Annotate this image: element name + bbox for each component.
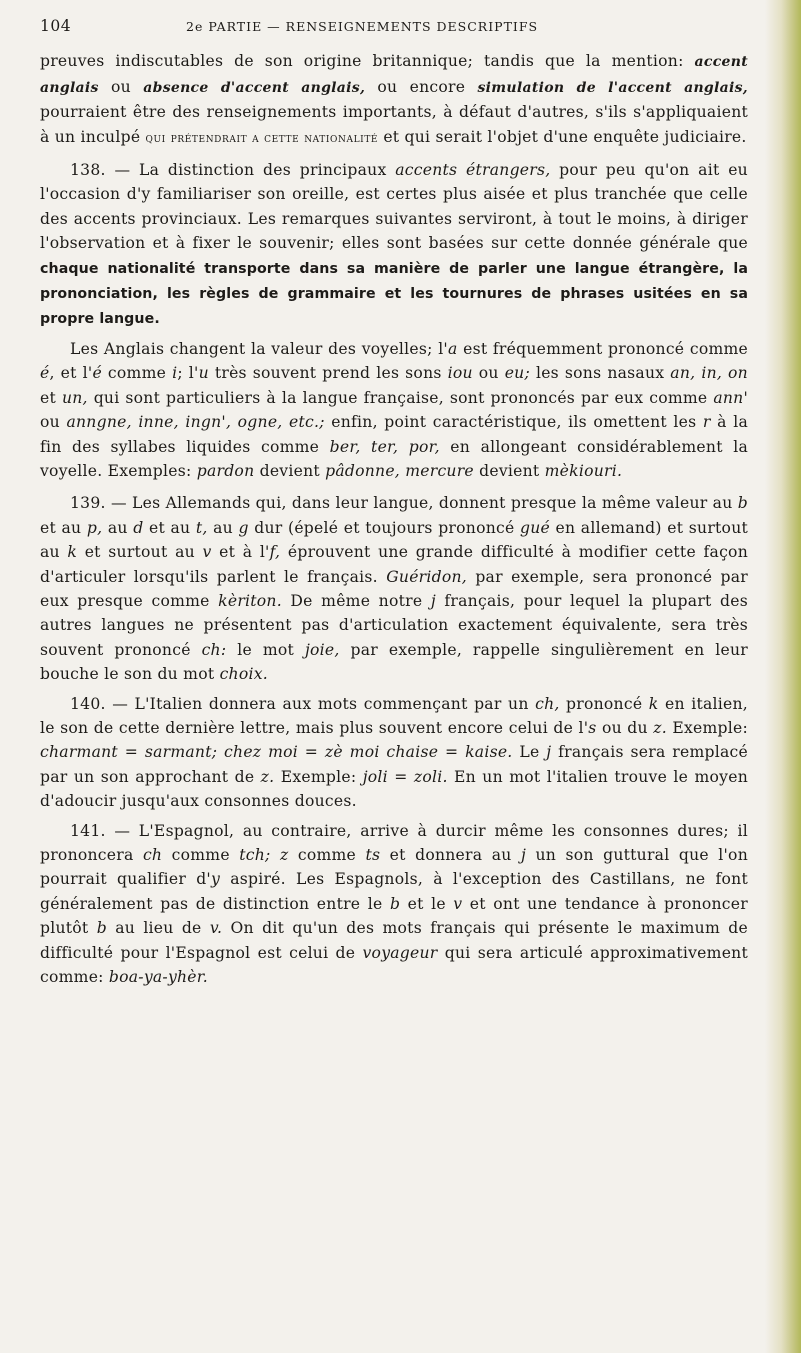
paragraph-141 (40, 819, 748, 990)
text: ou (40, 413, 67, 432)
small-caps: qui prétendrait a cette nationalité (145, 129, 379, 146)
text: en allemand) et surtout au (40, 518, 748, 562)
text: français, pour lequel la plupart des autres langues ne présentent pas d'articulation exactement équivalente, sera très souvent prononcé (40, 591, 749, 659)
italic: accents étrangers, (395, 161, 551, 180)
text: et donnera au (380, 846, 521, 864)
italic: y (210, 870, 221, 889)
text: devient (473, 461, 545, 480)
italic: g (238, 518, 249, 537)
bold-text: chaque nationalité transporte dans sa manière de parler une langue étrangère, la prononciation, les règles de grammaire et les tournures de phrases usitées en sa propre langue. (40, 260, 748, 328)
italic: j (520, 846, 527, 864)
italic: t, (195, 518, 208, 537)
text: comme (162, 846, 240, 864)
italic: b (737, 494, 748, 513)
page-content (40, 14, 748, 989)
text: à la fin des syllabes liquides comme (40, 413, 749, 456)
italic: ch: (201, 640, 227, 659)
text: preuves indiscutables de son origine britannique; tandis que la mention: (40, 52, 695, 71)
emphasis: accent anglais (40, 54, 748, 96)
italic: charmant = sarmant; chez moi = zè moi chaise = kaise. (40, 743, 513, 762)
text: français sera remplacé par un son approchant de (40, 743, 749, 786)
text: au lieu de (106, 919, 210, 938)
text: et (40, 388, 62, 407)
italic: d (133, 518, 144, 537)
text: ou (472, 364, 505, 383)
text: En un mot l'italien trouve le moyen d'adoucir jusqu'aux consonnes douces. (40, 767, 748, 811)
text: dur (épelé et toujours prononcé (248, 518, 520, 537)
text: un son guttural que l'on pourrait qualifier d' (40, 846, 748, 889)
italic: pâdonne, mercure (325, 461, 474, 480)
text: et au (143, 518, 196, 537)
text: au (102, 518, 134, 537)
italic: b (96, 919, 107, 938)
italic: voyageur (362, 943, 438, 962)
italic: j (430, 591, 436, 610)
italic: p, (86, 518, 103, 537)
text: en italien, le son de cette dernière lettre, mais plus souvent encore celui de l' (40, 694, 748, 737)
italic: z. (260, 767, 275, 786)
text: comme (101, 364, 173, 383)
italic: un, (61, 388, 88, 407)
text: le mot (226, 640, 305, 659)
text: 141. — L'Espagnol, au contraire, arrive à durcir même les consonnes dures; il prononcera (40, 821, 748, 864)
text: et à l' (211, 543, 270, 562)
italic: ber, ter, por, (329, 437, 440, 456)
running-head: 2e PARTIE — RENSEIGNEMENTS DESCRIPTIFS (186, 19, 539, 34)
text: Exemple: (666, 718, 749, 737)
italic: ts (365, 846, 381, 864)
text: 139. — Les Allemands qui, dans leur langue, donnent presque la même valeur au (70, 494, 738, 513)
text: 140. — L'Italien donnera aux mots commençant par un (70, 694, 536, 713)
text: est fréquemment prononcé comme (457, 339, 749, 358)
text: et ont une tendance à prononcer plutôt (40, 894, 748, 938)
page-number: 104 (40, 17, 72, 35)
text: pourraient être des renseignements importants, à défaut d'autres, s'ils s'appliquaient à un inculpé (40, 103, 748, 146)
text: ; l' (177, 364, 199, 383)
italic: gué (519, 518, 550, 537)
italic: choix. (219, 665, 268, 684)
text: Le (512, 743, 547, 762)
text: et surtout au (77, 543, 203, 562)
italic: pardon (196, 461, 255, 480)
italic: kèriton. (218, 591, 282, 610)
italic: k (67, 543, 78, 562)
text: les sons nasaux (529, 364, 671, 383)
paragraph-138 (40, 158, 748, 332)
italic: ch (142, 846, 163, 864)
text: ou (98, 77, 144, 96)
text: aspiré. Les Espagnols, à l'exception des Castillans, ne font généralement pas de distinction entre le (40, 870, 748, 913)
italic: tch; z (239, 846, 289, 864)
italic: z. (653, 718, 667, 737)
text: 138. — La distinction des principaux (70, 161, 396, 180)
italic: joie, (304, 640, 340, 659)
text: très souvent prend les sons (208, 364, 448, 383)
paragraph-intro (40, 49, 748, 150)
italic: é (40, 364, 50, 383)
text: en allongeant considérablement la voyelle. Exemples: (40, 437, 748, 480)
italic: s (588, 718, 597, 737)
emphasis: simulation de l'accent anglais, (477, 79, 748, 96)
text: qui sera articulé approximativement comme: (40, 943, 748, 987)
text: par exemple, rappelle singulièrement en leur bouche le son du mot (40, 640, 748, 684)
text: par exemple, sera prononcé par eux presque comme (40, 567, 748, 610)
text: pour peu qu'on ait eu l'occasion d'y familiariser son oreille, est certes plus aisée et plus tranchée que celle des accents provinciaux. Les remarques suivantes serviront, à tout le moins, à diriger l'observation et à fixer le souvenir; elles sont basées sur cette donnée générale que (40, 161, 748, 253)
text: et le (400, 894, 454, 913)
paragraph-139 (40, 491, 748, 686)
text: éprouvent une grande difficulté à modifier cette façon d'articuler lorsqu'ils parlent le français. (40, 543, 748, 586)
italic: ch, (535, 694, 560, 713)
page-header (40, 14, 748, 39)
emphasis: absence d'accent anglais, (143, 79, 366, 96)
text: On dit qu'un des mots français qui présente le maximum de difficulté pour l'Espagnol est celui de (40, 919, 748, 962)
text: ou du (596, 718, 654, 737)
text: et qui serait l'objet d'une enquête judiciaire. (378, 127, 747, 146)
text: Les Anglais changent la valeur des voyelles; l' (70, 339, 448, 358)
paragraph-138-anglais (40, 337, 748, 483)
italic: r (702, 413, 711, 432)
italic: v (453, 894, 463, 913)
italic: i (172, 364, 178, 383)
text: , et l' (49, 364, 93, 383)
text: Exemple: (274, 767, 363, 786)
italic: u (198, 364, 209, 383)
italic: joli = zoli. (362, 767, 448, 786)
italic: iou (447, 364, 473, 383)
text: enfin, point caractéristique, ils omettent les (324, 413, 703, 432)
italic: Guéridon, (386, 567, 467, 586)
page-edge (765, 0, 801, 1353)
italic: f, (269, 543, 281, 562)
italic: boa-ya-yhèr. (108, 968, 208, 987)
italic: j (546, 743, 552, 762)
paragraph-140 (40, 692, 748, 814)
italic: mèkiouri. (544, 461, 623, 480)
italic: anngne, inne, ingn', ogne, etc.; (66, 413, 325, 432)
text: devient (254, 461, 326, 480)
italic: v (202, 543, 212, 562)
italic: é (92, 364, 102, 383)
italic: an, in, on (670, 364, 748, 383)
italic: eu; (504, 364, 530, 383)
italic: ann' (713, 388, 748, 407)
italic: v. (209, 919, 223, 938)
text: ou encore (365, 77, 478, 96)
italic: a (447, 339, 458, 358)
text: prononcé (559, 694, 649, 713)
text: qui sont particuliers à la langue française, sont prononcés par eux comme (87, 388, 714, 407)
text: et au (40, 518, 87, 537)
text: au (207, 518, 239, 537)
text: comme (288, 846, 366, 864)
italic: k (648, 694, 659, 713)
text: De même notre (281, 591, 431, 610)
italic: b (389, 894, 401, 913)
